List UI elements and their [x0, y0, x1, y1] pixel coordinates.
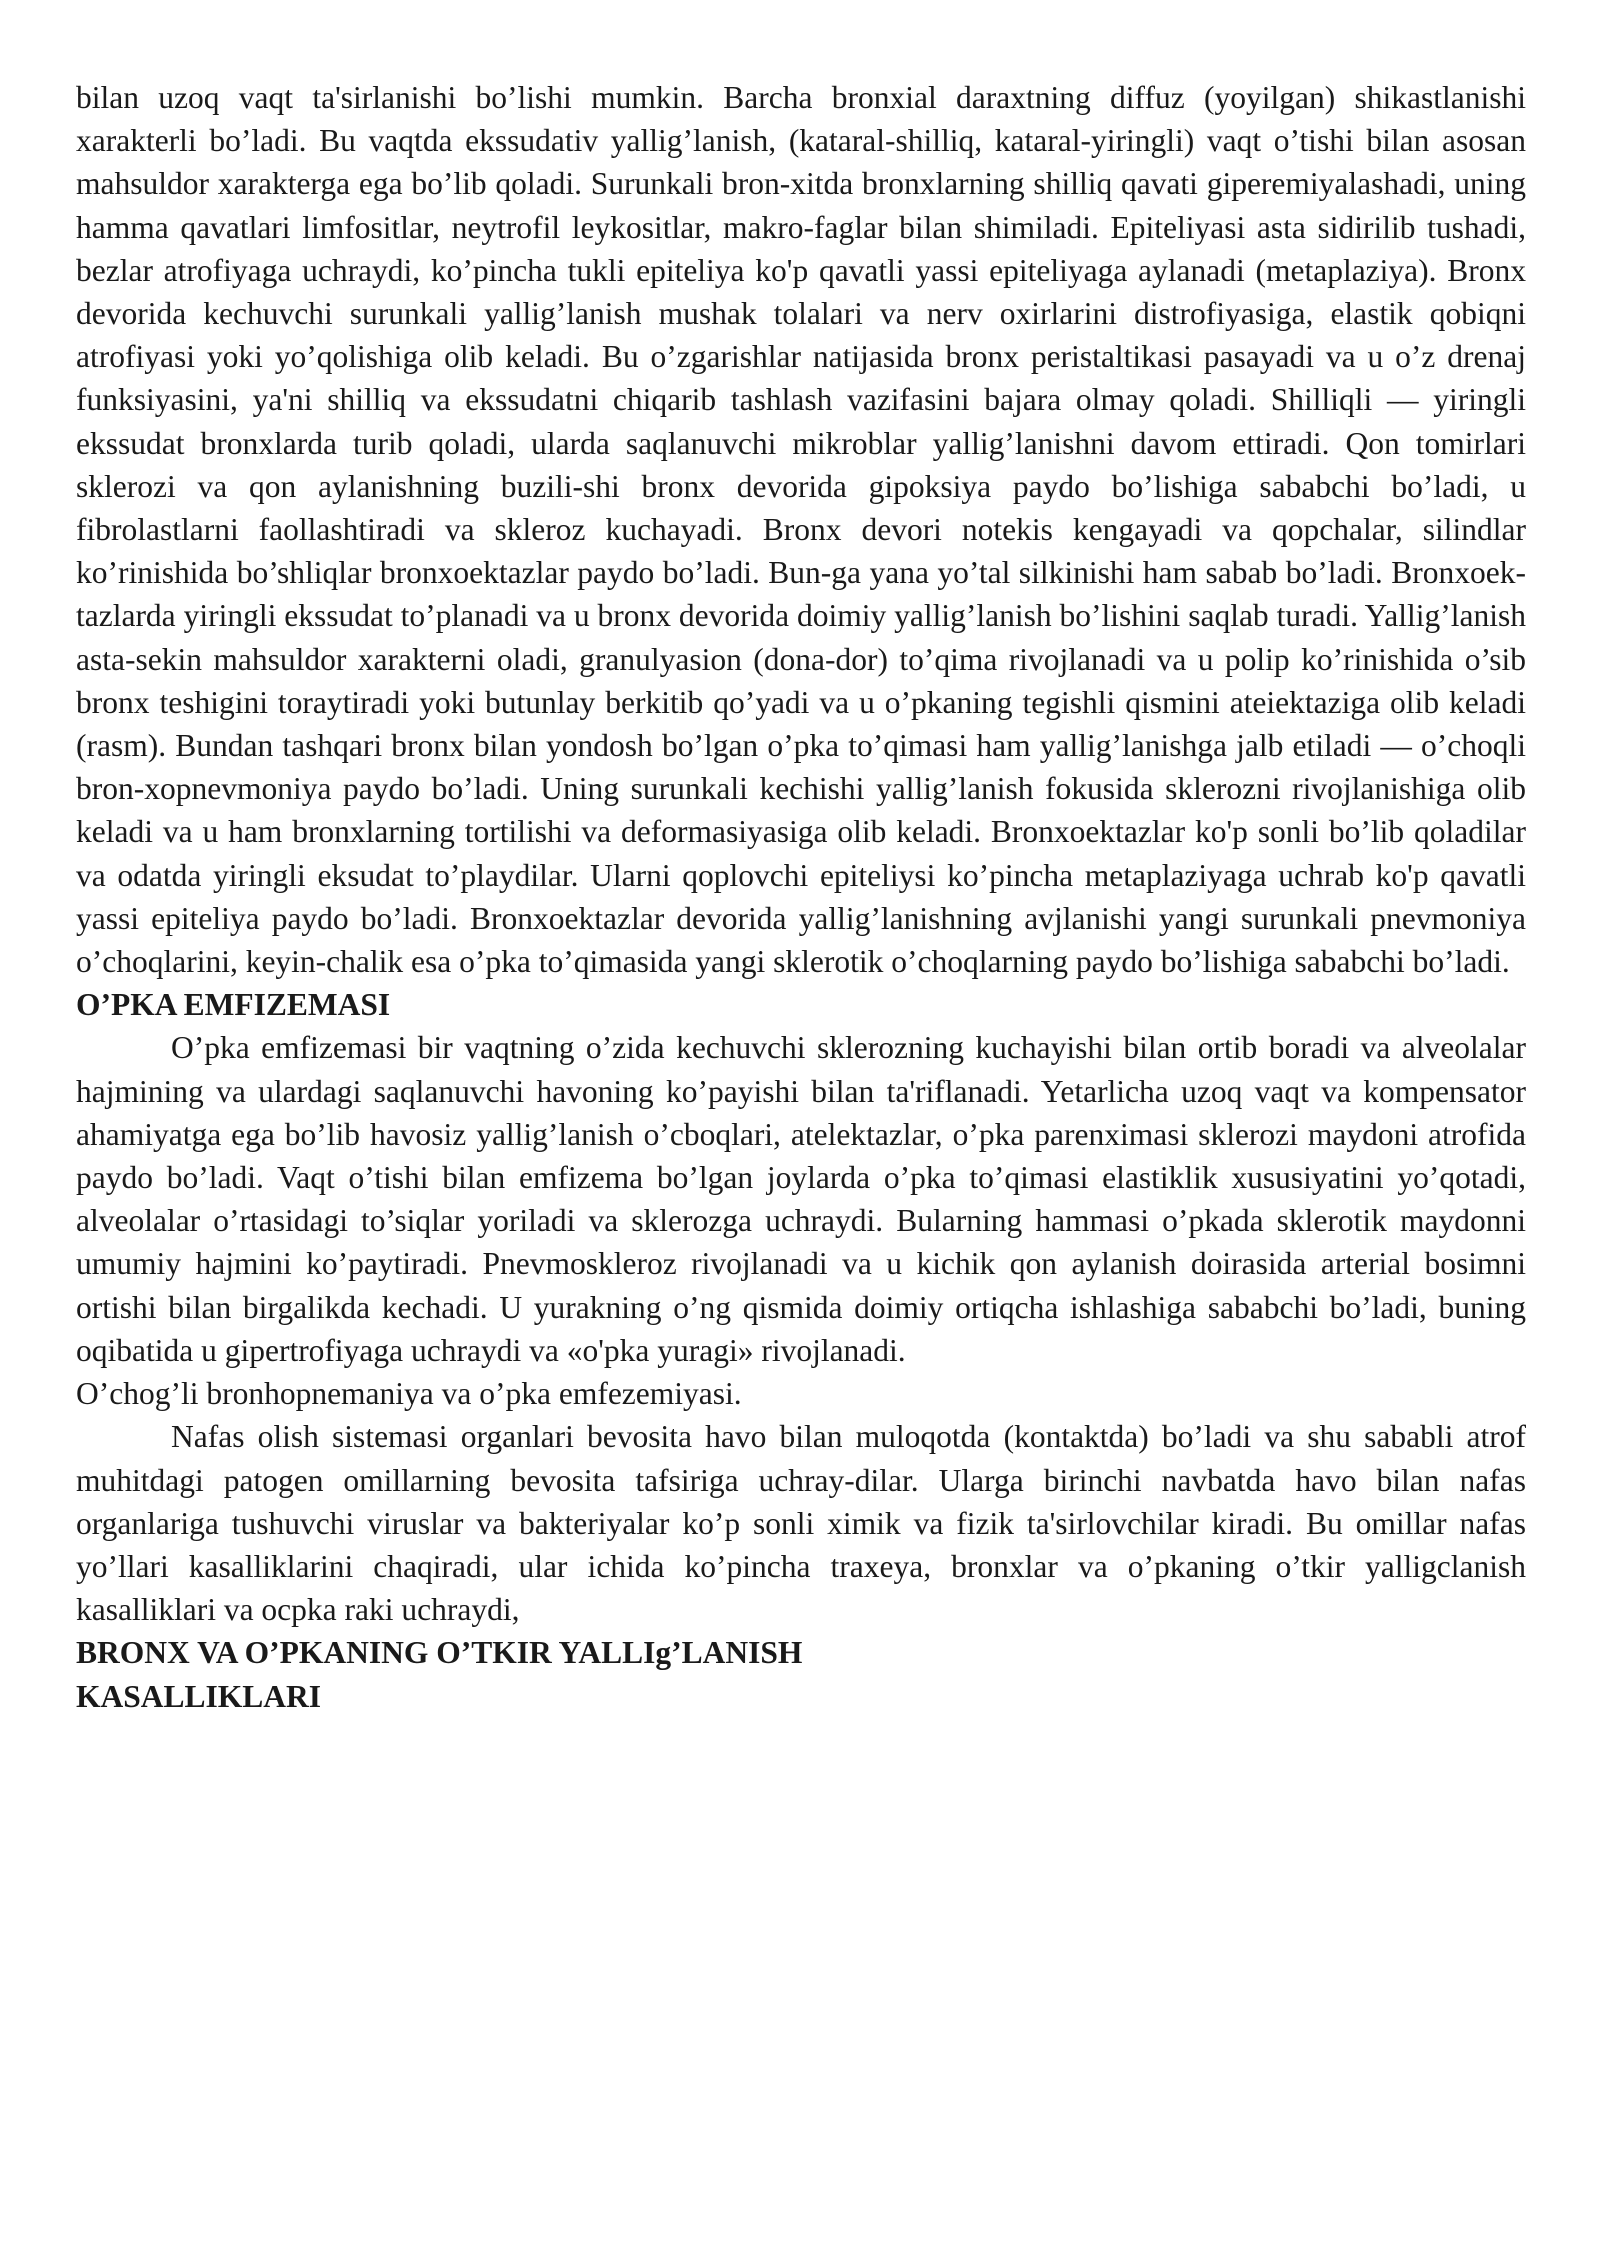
heading-acute-inflammation-line1: BRONX VA O’PKANING O’TKIR YALLIg’LANISH: [76, 1635, 803, 1671]
paragraph-respiratory-system: Nafas olish sistemasi organlari bevosita havo bilan muloqotda (kontaktda) bo’ladi va shu sababli atrof muhitdagi patogen omillarning bevosita tafsiriga uchray-dilar. Ularga birinchi navbatda havo bilan nafas organlariga tushuvchi viruslar va bakteriyalar ko’p sonli ximik va fizik ta'sirlovchilar kiradi. Bu omillar nafas yo’llari kasalliklarini chaqiradi, ular ichida ko’pincha traxeya, bronxlar va o’pkaning o’tkir yalligclanish kasalliklari va ocpka raki uchraydi,: [76, 1419, 1526, 1628]
subtitle-bronchopneumonia: O’chog’li bronhopnemaniya va o’pka emfezemiyasi.: [76, 1376, 742, 1412]
heading-emphysema: O’PKA EMFIZEMASI: [76, 987, 391, 1023]
heading-acute-inflammation-line2: KASALLIKLARI: [76, 1678, 322, 1714]
paragraph-bronchitis: bilan uzoq vaqt ta'sirlanishi bo’lishi mumkin. Barcha bronxial daraxtning diffuz (yoyilgan) shikastlanishi xarakterli bo’ladi. Bu vaqtda ekssudativ yallig’lanish, (kataral-shilliq, kataral-yiringli) vaqt o’tishi bilan asosan mahsuldor xarakterga ega bo’lib qoladi. Surunkali bron-xitda bronxlarning shilliq qavati giperemiyalashadi, uning hamma qavatlari limfositlar, neytrofil leykositlar, makro-faglar bilan shimiladi. Epiteliyasi asta sidirilib tushadi, bezlar atrofiyaga uchraydi, ko’pincha tukli epiteliya ko'p qavatli yassi epiteliyaga aylanadi (metaplaziya). Bronx devorida kechuvchi surunkali yallig’lanish mushak tolalari va nerv oxirlarini distrofiyasiga, elastik qobiqni atrofiyasi yoki yo’qolishiga olib keladi. Bu o’zgarishlar natijasida bronx peristaltikasi pasayadi va u o’z drenaj funksiyasini, ya'ni shilliq va ekssudatni chiqarib tashlash vazifasini bajara olmay qoladi. Shilliqli — yiringli ekssudat bronxlarda turib qoladi, ularda saqlanuvchi mikroblar yallig’lanishni davom ettiradi. Qon tomirlari sklerozi va qon aylanishning buzili-shi bronx devorida gipoksiya paydo bo’lishiga sababchi bo’ladi, u fibrolastlarni faollashtiradi va skleroz kuchayadi. Bronx devori notekis kengayadi va qopchalar, silindlar ko’rinishida bo’shliqlar bronxoektazlar paydo bo’ladi. Bun-ga yana yo’tal silkinishi ham sabab bo’ladi. Bronxoek-tazlarda yiringli ekssudat to’planadi va u bronx devorida doimiy yallig’lanish bo’lishini saqlab turadi. Yallig’lanish asta-sekin mahsuldor xarakterni oladi, granulyasion (dona-dor) to’qima rivojlanadi va u polip ko’rinishida o’sib bronx teshigini toraytiradi yoki butunlay berkitib qo’yadi va u o’pkaning tegishli qismini ateiektaziga olib keladi (rasm). Bundan tashqari bronx bilan yondosh bo’lgan o’pka to’qimasi ham yallig’lanishga jalb etiladi — o’choqli bron-xopnevmoniya paydo bo’ladi. Uning surunkali kechishi yallig’lanish fokusida sklerozni rivojlanishiga olib keladi va u ham bronxlarning tortilishi va deformasiyasiga olib keladi. Bronxoektazlar ko'p sonli bo’lib qoladilar va odatda yiringli eksudat to’playdilar. Ularni qoplovchi epiteliysi ko’pincha metaplaziyaga uchrab ko'p qavatli yassi epiteliya paydo bo’ladi. Bronxoektazlar devorida yallig’lanishning avjlanishi yangi surunkali pnevmoniya o’choqlarini, keyin-chalik esa o’pka to’qimasida yangi sklerotik o’choqlarning paydo bo’lishiga sababchi bo’ladi.: [76, 80, 1526, 980]
document-page: [76, 76, 1526, 1718]
paragraph-emphysema: O’pka emfizemasi bir vaqtning o’zida kechuvchi sklerozning kuchayishi bilan ortib boradi va alveolalar hajmining va ulardagi saqlanuvchi havoning ko’payishi bilan ta'riflanadi. Yetarlicha uzoq vaqt va kompensator ahamiyatga ega bo’lib havosiz yallig’lanish o’cboqlari, atelektazlar, o’pka parenximasi sklerozi maydoni atrofida paydo bo’ladi. Vaqt o’tishi bilan emfizema bo’lgan joylarda o’pka to’qimasi elastiklik xususiyatini yo’qotadi, alveolalar o’rtasidagi to’siqlar yoriladi va sklerozga uchraydi. Bularning hammasi o’pkada sklerotik maydonni umumiy hajmini ko’paytiradi. Pnevmoskleroz rivojlanadi va u kichik qon aylanish doirasida arterial bosimni ortishi bilan birgalikda kechadi. U yurakning o’ng qismida doimiy ortiqcha ishlashiga sababchi bo’ladi, buning oqibatida u gipertrofiyaga uchraydi va «o'pka yuragi» rivojlanadi.: [76, 1030, 1526, 1368]
